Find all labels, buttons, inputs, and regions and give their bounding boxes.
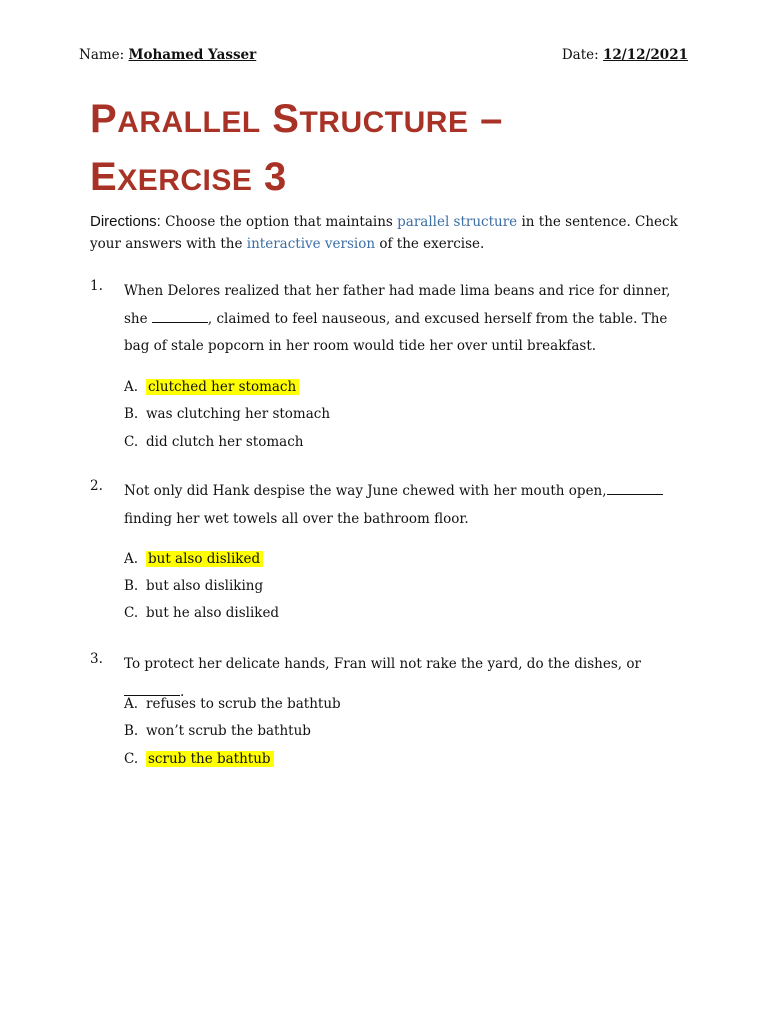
option-text: refuses to scrub the bathtub	[146, 696, 341, 712]
question-number: 3.	[90, 651, 103, 667]
question-text: When Delores realized that her father had made lima beans and rice for dinner, she , claimed to feel nauseous, and excused herself from the table. The bag of stale popcorn in her room would tide her over until breakfast.	[124, 283, 671, 354]
question-number: 2.	[90, 478, 103, 494]
option-text: but he also disliked	[146, 605, 280, 621]
option-c[interactable]: C. but he also disliked	[124, 605, 280, 621]
option-text: but also disliked	[146, 551, 263, 567]
name-value: Mohamed Yasser	[128, 47, 257, 63]
parallel-structure-link[interactable]: parallel structure	[397, 214, 518, 230]
option-b[interactable]: B. won’t scrub the bathtub	[124, 723, 311, 739]
page-title	[90, 92, 690, 208]
interactive-version-link[interactable]: interactive version	[246, 236, 376, 252]
title-line-1: PARALLEL STRUCTURE –	[90, 97, 503, 141]
question-text: To protect her delicate hands, Fran will not rake the yard, do the dishes, or.	[124, 656, 641, 700]
date-field	[562, 47, 688, 63]
answer-blank	[152, 309, 208, 323]
date-label: Date:	[561, 47, 599, 63]
directions-label: Directions:	[90, 213, 161, 230]
option-text: clutched her stomach	[146, 379, 299, 395]
name-field	[79, 47, 256, 63]
option-text: but also disliking	[146, 578, 264, 594]
option-text: won’t scrub the bathtub	[146, 723, 311, 739]
option-c[interactable]: C. scrub the bathtub	[124, 750, 274, 768]
option-b[interactable]: B. but also disliking	[124, 578, 264, 594]
option-text: did clutch her stomach	[146, 434, 304, 450]
option-text: was clutching her stomach	[146, 406, 331, 422]
option-b[interactable]: B. was clutching her stomach	[124, 406, 331, 422]
answer-blank	[607, 481, 663, 495]
question-text: Not only did Hank despise the way June chewed with her mouth open,finding her wet towels all over the bathroom floor.	[124, 478, 684, 533]
option-c[interactable]: C. did clutch her stomach	[124, 434, 304, 450]
answer-blank	[124, 682, 180, 696]
title-line-2: EXERCISE 3	[90, 155, 287, 199]
option-a[interactable]: A. but also disliked	[124, 550, 263, 568]
name-label: Name:	[79, 47, 125, 63]
option-a[interactable]: A. refuses to scrub the bathtub	[124, 696, 341, 712]
directions: Directions: Choose the option that maintains parallel structure in the sentence. Check your answers with the interactive version of the exercise.	[90, 213, 678, 252]
option-a[interactable]: A. clutched her stomach	[124, 378, 299, 396]
date-value: 12/12/2021	[602, 47, 688, 63]
question-number: 1.	[90, 278, 103, 294]
option-text: scrub the bathtub	[146, 751, 274, 767]
